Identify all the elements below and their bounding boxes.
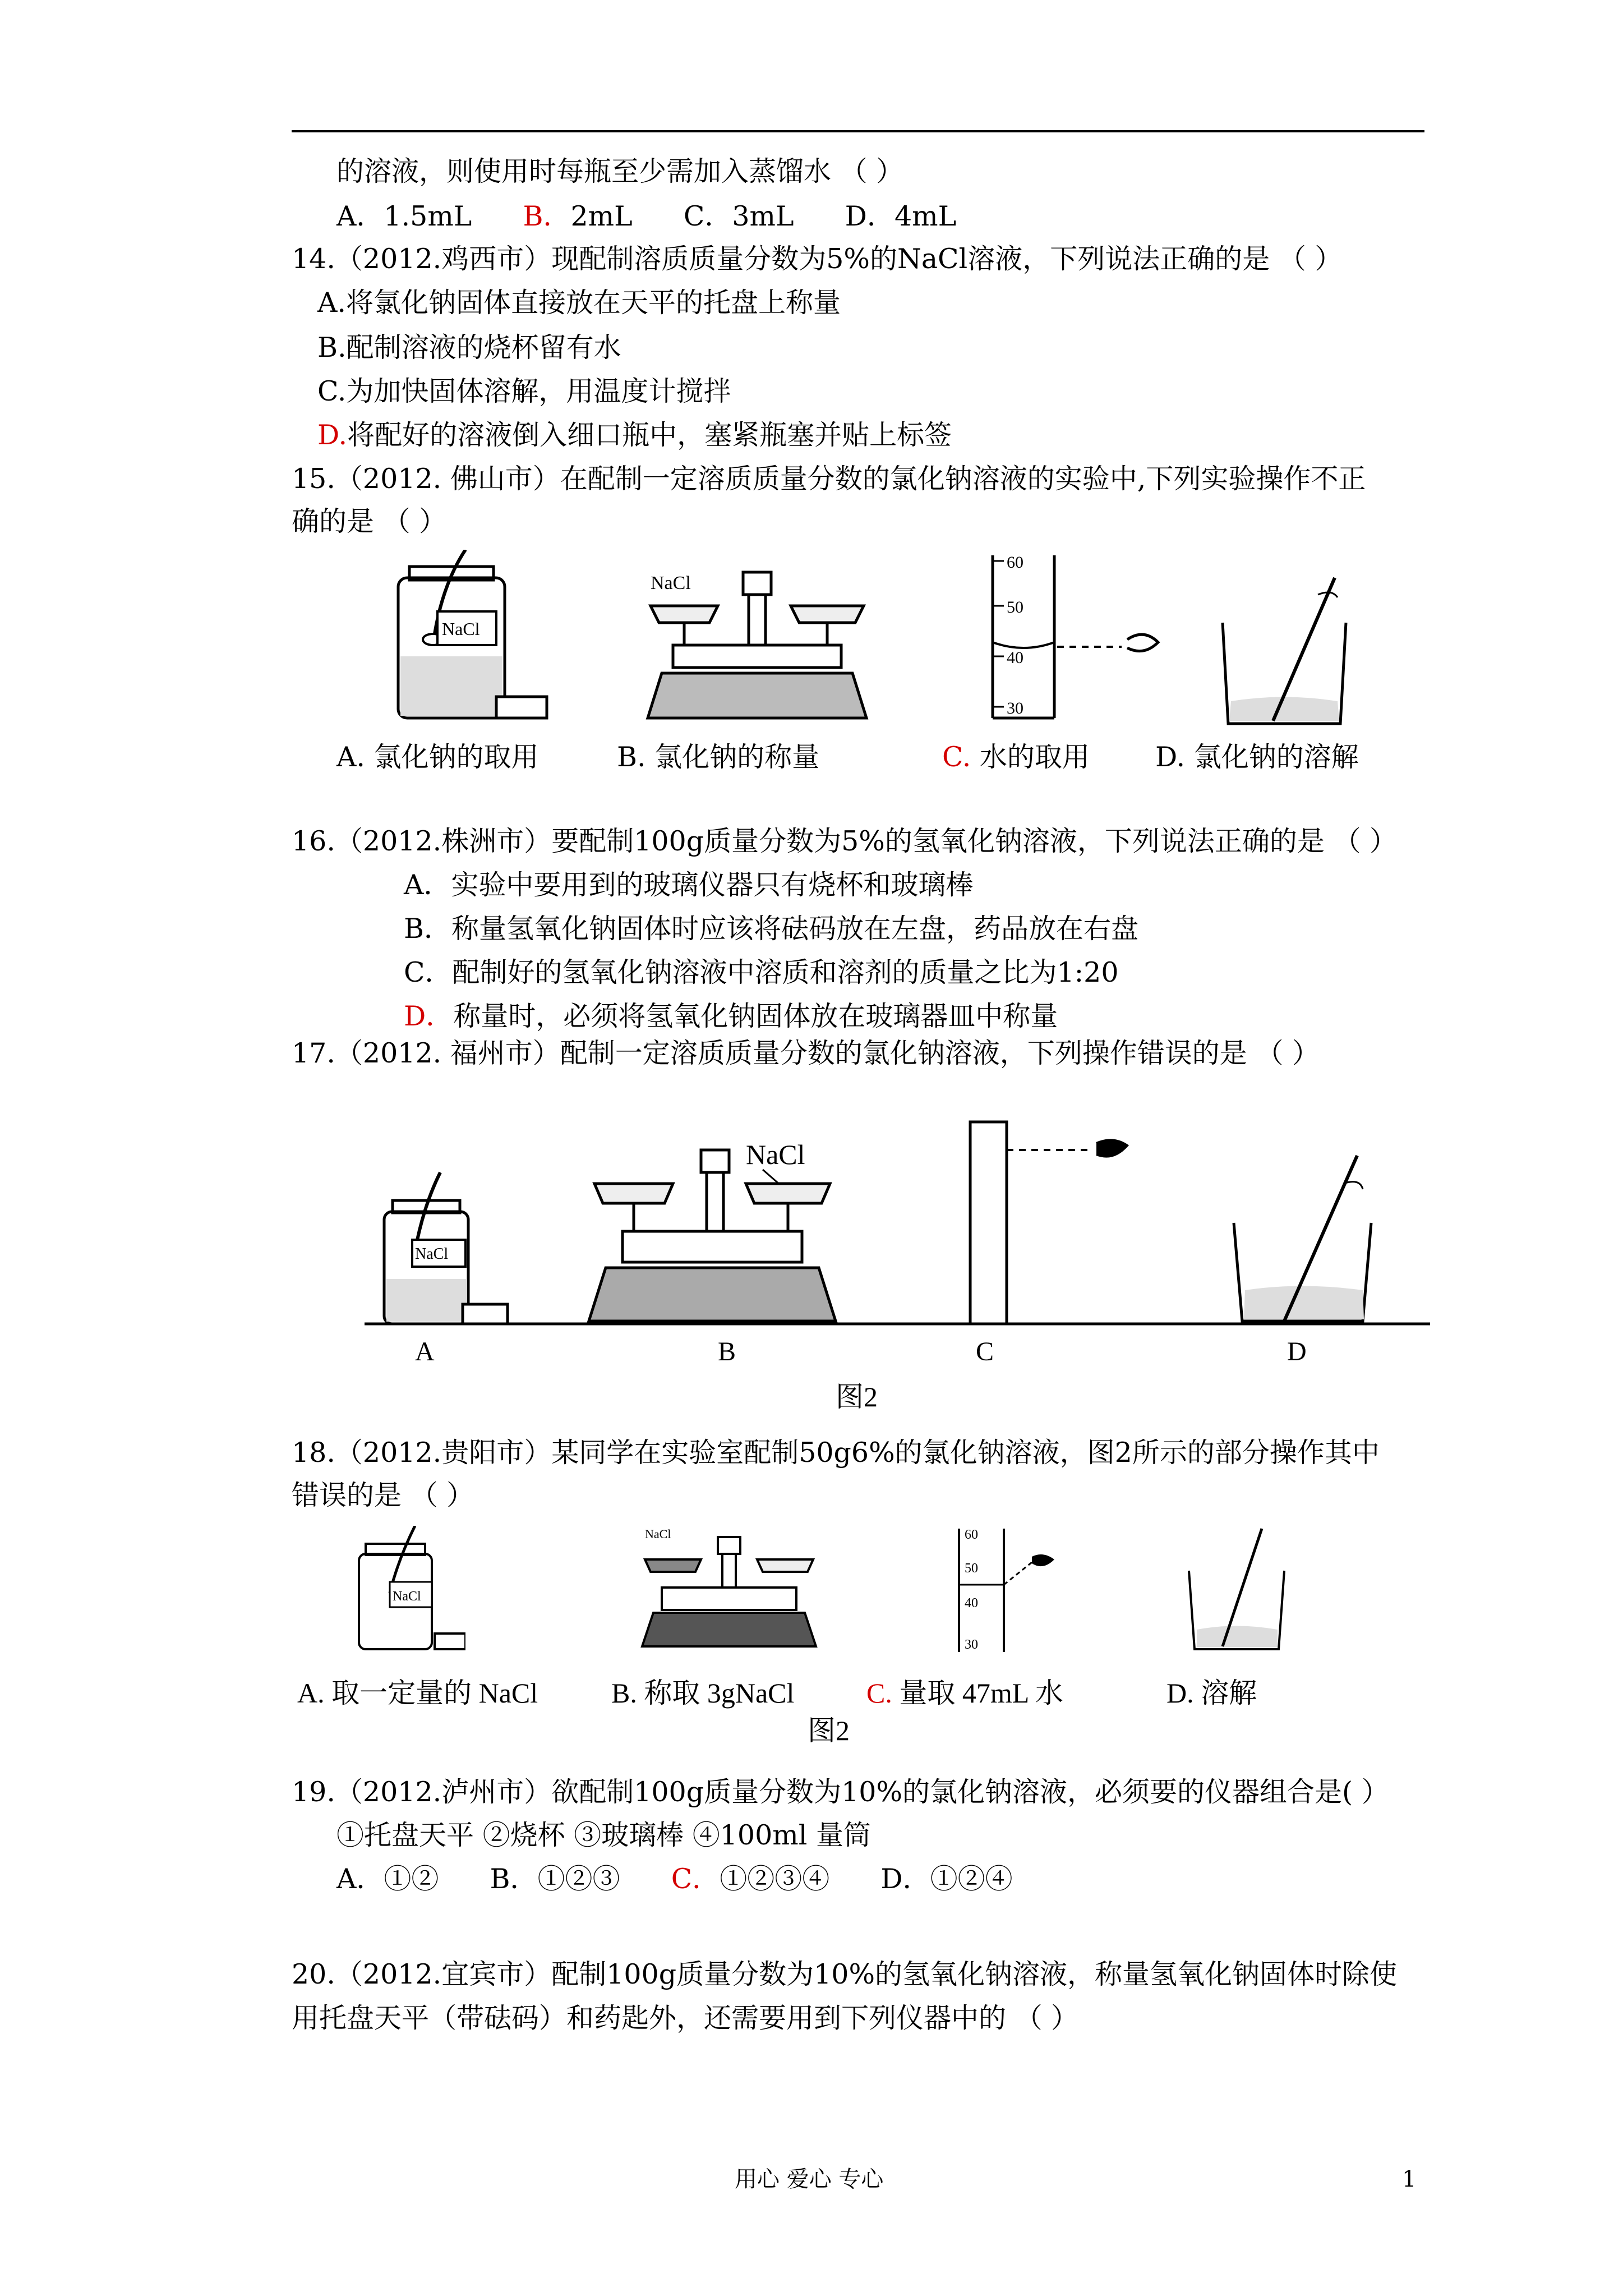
q14-option-b: B.配制溶液的烧杯留有水 [317, 332, 621, 364]
q14-option-d [317, 418, 952, 452]
q14-option-c: C.为加快固体溶解，用温度计搅拌 [317, 375, 731, 407]
q17-label-a: A [415, 1337, 435, 1366]
header-rule [292, 130, 1424, 132]
q13-option-c: C．3mL [683, 200, 794, 232]
q13-option-b-letter: B． [523, 200, 571, 232]
q16-option-a: A．实验中要用到的玻璃仪器只有烧杯和玻璃棒 [404, 869, 974, 901]
q18-fig-jar [353, 1526, 465, 1655]
q18-answer-letter: C. [866, 1677, 892, 1709]
q18-caption-a: A. 取一定量的 NaCl [297, 1677, 538, 1709]
q15-jar-label: NaCl [442, 619, 480, 639]
q18-fig-beaker [1183, 1526, 1295, 1655]
q19-option-c: ①②③④ [720, 1863, 830, 1895]
q17-balance-label: NaCl [746, 1139, 805, 1170]
q17-fig-beaker [1234, 1156, 1371, 1321]
q18-fig-balance [639, 1526, 819, 1649]
eye-icon [1127, 634, 1158, 651]
q16-option-d [404, 1000, 1058, 1033]
q18-balance-label: NaCl [645, 1527, 671, 1541]
q17-figure-title: 图2 [836, 1381, 878, 1412]
q14-option-a: A.将氯化钠固体直接放在天平的托盘上称量 [317, 287, 841, 319]
q17-label-c: C [976, 1337, 994, 1366]
q18-figure-title: 图2 [808, 1715, 850, 1746]
q15-fig-jar [381, 550, 561, 729]
q13-option-b: 2mL [570, 200, 633, 232]
q18-stem-line2: 错误的是 （ ） [292, 1479, 474, 1511]
q16-answer-letter: D． [404, 1000, 454, 1032]
q15-tick-30: 30 [1007, 699, 1023, 717]
q15-caption-c [942, 740, 1090, 774]
q18-tick-40: 40 [965, 1596, 978, 1611]
q18-caption-c-text: 量取 47mL 水 [899, 1677, 1063, 1709]
q19-option-a: A．①② [336, 1863, 439, 1895]
q19-option-b: B．①②③ [490, 1863, 620, 1895]
q15-answer-letter: C. [942, 741, 971, 773]
q15-caption-d: D. 氯化钠的溶解 [1155, 741, 1359, 773]
q17-fig-balance [589, 1139, 836, 1321]
q15-tick-60: 60 [1007, 553, 1023, 572]
q18-stem-line1: 18.（2012.贵阳市）某同学在实验室配制50g6%的氯化钠溶液，图2所示的部分操作其中 [292, 1437, 1380, 1469]
q19-options [336, 1862, 1013, 1896]
q18-tick-50: 50 [965, 1561, 978, 1576]
q17-stem: 17.（2012. 福州市）配制一定溶质质量分数的氯化钠溶液，下列操作错误的是 （ ） [292, 1037, 1320, 1069]
q13-tail-text: 的溶液，则使用时每瓶至少需加入蒸馏水 （ ） [336, 155, 904, 187]
q17-label-b: B [718, 1337, 736, 1366]
q14-option-d-text: 将配好的溶液倒入细口瓶中，塞紧瓶塞并贴上标签 [347, 419, 952, 451]
q15-caption-a: A. 氯化钠的取用 [336, 741, 539, 773]
eye-icon [1096, 1140, 1127, 1156]
q13-options [336, 200, 956, 233]
q17-fig-cylinder [970, 1122, 1127, 1324]
q15-fig-cylinder [981, 544, 1172, 729]
q15-fig-beaker [1211, 572, 1380, 735]
q19-option-d: D．①②④ [880, 1863, 1013, 1895]
q15-caption-c-text: 水的取用 [979, 741, 1090, 773]
q15-fig-balance [639, 561, 875, 729]
q16-option-b: B．称量氢氧化钠固体时应该将砝码放在左盘，药品放在右盘 [404, 913, 1139, 945]
q15-balance-label: NaCl [651, 573, 691, 593]
eye-icon [1032, 1554, 1054, 1566]
q18-caption-c [866, 1676, 1063, 1710]
q16-stem: 16.（2012.株洲市）要配制100g质量分数为5%的氢氧化钠溶液，下列说法正确的是 （ ） [292, 825, 1397, 857]
q18-caption-b: B. 称取 3gNaCl [611, 1677, 795, 1709]
q14-stem: 14.（2012.鸡西市）现配制溶质质量分数为5%的NaCl溶液，下列说法正确的是 （ ） [292, 243, 1343, 275]
q17-jar-label: NaCl [415, 1245, 449, 1263]
q18-caption-d: D. 溶解 [1166, 1677, 1257, 1709]
q15-tick-50: 50 [1007, 598, 1023, 616]
q14-answer-letter: D. [317, 419, 348, 451]
q15-stem-line1: 15.（2012. 佛山市）在配制一定溶质质量分数的氯化钠溶液的实验中,下列实验操作不正 [292, 463, 1366, 495]
q17-fig-jar [384, 1172, 508, 1324]
page-number: 1 [1402, 2166, 1417, 2192]
q18-fig-cylinder [953, 1523, 1066, 1658]
q18-jar-label: NaCl [393, 1589, 421, 1604]
q16-option-d-text: 称量时，必须将氢氧化钠固体放在玻璃器皿中称量 [453, 1000, 1058, 1032]
q17-figure [359, 1111, 1436, 1369]
q19-answer-letter: C． [671, 1863, 720, 1895]
q13-option-d: D．4mL [845, 200, 957, 232]
q18-tick-30: 30 [965, 1637, 978, 1652]
q19-stem: 19.（2012.泸州市）欲配制100g质量分数为10%的氯化钠溶液，必须要的仪器组合是( ） [292, 1776, 1389, 1808]
q17-label-d: D [1287, 1337, 1307, 1366]
q13-option-a: A．1.5mL [336, 200, 472, 232]
q19-items: ①托盘天平 ②烧杯 ③玻璃棒 ④100ml 量筒 [336, 1819, 871, 1851]
q20-stem-line2: 用托盘天平（带砝码）和药匙外，还需要用到下列仪器中的 （ ） [292, 2002, 1079, 2034]
q16-option-c: C．配制好的氢氧化钠溶液中溶质和溶剂的质量之比为1:20 [404, 956, 1119, 988]
q15-caption-b: B. 氯化钠的称量 [617, 741, 820, 773]
footer-motto: 用心 爱心 专心 [735, 2166, 884, 2192]
q20-stem-line1: 20.（2012.宜宾市）配制100g质量分数为10%的氢氧化钠溶液，称量氢氧化钠固体时除使 [292, 1958, 1398, 1990]
q15-stem-line2: 确的是 （ ） [292, 505, 447, 537]
q15-tick-40: 40 [1007, 648, 1023, 667]
q18-tick-60: 60 [965, 1527, 978, 1542]
